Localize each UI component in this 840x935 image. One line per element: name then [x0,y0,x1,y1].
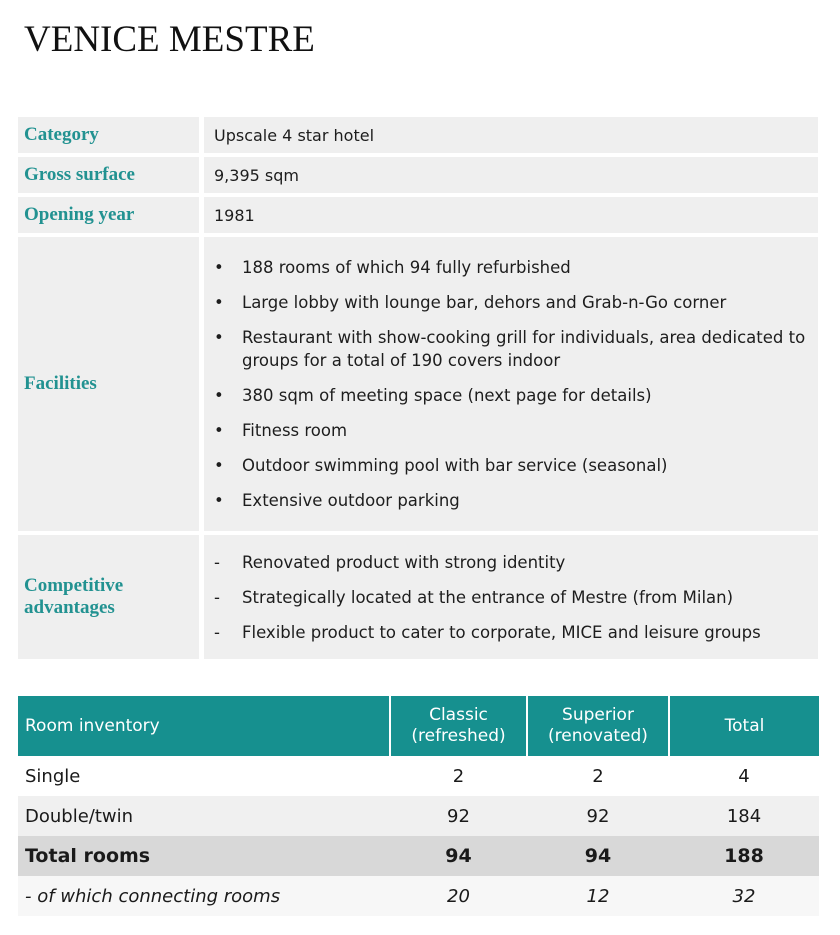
info-row-competitive-advantages [18,535,818,659]
row-label: Single [25,765,81,787]
cell-total: 4 [738,765,750,787]
competitive-advantages-label: Competitive advantages [18,535,204,659]
cell-total: 32 [669,876,819,916]
list-item: • Large lobby with lounge bar, dehors and Grab-n-Go corner [214,293,727,312]
table-row-total [18,836,819,876]
header-room-inventory: Room inventory [18,696,390,756]
cell-classic: 2 [452,765,465,787]
cell-classic: 92 [390,796,527,836]
table-header-row [18,696,819,756]
bullet-icon: • [214,456,224,475]
bullet-icon: • [214,328,224,347]
info-row-facilities [18,237,818,531]
dash-icon: - [214,622,220,642]
info-row-category [18,117,818,153]
bullet-icon: • [214,386,224,405]
table-row [18,796,819,836]
cell-superior: 92 [527,796,669,836]
list-item: - Strategically located at the entrance of Mestre (from Milan) [214,587,734,607]
advantages-cell [204,535,818,659]
cell-superior: 94 [527,836,669,876]
cell-superior: 2 [592,765,604,787]
gross-surface-label: Gross surface [18,157,204,193]
page-title: VENICE MESTRE [24,19,315,60]
bullet-icon: • [214,258,224,277]
category-label: Category [18,117,204,153]
info-row-gross-surface [18,157,818,193]
facilities-cell [204,237,818,531]
table-row-connecting [18,876,819,916]
row-label: - of which connecting rooms [18,876,390,916]
opening-year-value: 1981 [204,197,818,233]
room-inventory-table [18,696,819,916]
facilities-label: Facilities [18,237,204,531]
opening-year-label: Opening year [18,197,204,233]
list-item: • Outdoor swimming pool with bar service (seasonal) [214,456,668,475]
cell-total: 188 [669,836,819,876]
dash-icon: - [214,552,220,572]
list-item: • Restaurant with show-cooking grill for individuals, area dedicated to groups for a total of 190 covers indoor [214,328,806,370]
header-total: Total [669,696,819,756]
header-classic: Classic (refreshed) [390,696,527,756]
cell-classic: 20 [390,876,527,916]
facilities-list [214,256,818,512]
cell-classic: 94 [390,836,527,876]
bullet-icon: • [214,491,224,510]
category-value: Upscale 4 star hotel [204,117,818,153]
bullet-icon: • [214,293,224,312]
header-superior: Superior (renovated) [527,696,669,756]
table-row [18,756,819,796]
row-label: Double/twin [18,796,390,836]
hotel-info-table [18,113,818,663]
list-item: • Fitness room [214,421,348,440]
info-row-opening-year [18,197,818,233]
dash-icon: - [214,587,220,607]
list-item: • Extensive outdoor parking [214,491,460,510]
gross-surface-value: 9,395 sqm [204,157,818,193]
list-item: • 380 sqm of meeting space (next page for details) [214,386,652,405]
row-label: Total rooms [18,836,390,876]
advantages-list [214,551,818,644]
bullet-icon: • [214,421,224,440]
cell-superior: 12 [527,876,669,916]
cell-total: 184 [669,796,819,836]
list-item: • 188 rooms of which 94 fully refurbished [214,258,571,277]
list-item: - Flexible product to cater to corporate, MICE and leisure groups [214,622,761,642]
list-item: - Renovated product with strong identity [214,552,566,572]
